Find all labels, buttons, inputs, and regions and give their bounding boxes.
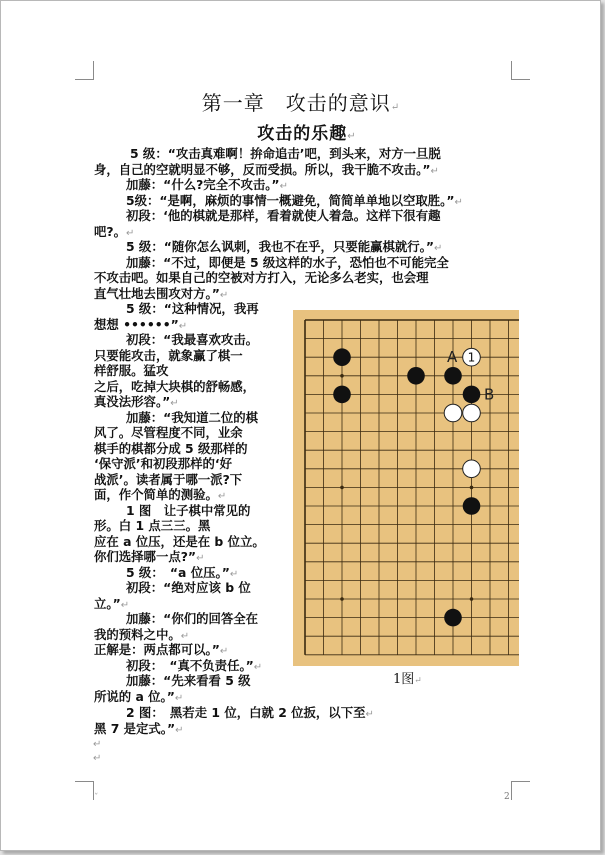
black-stone <box>463 386 481 404</box>
paragraph-10-line-1: 1 图 让子棋中常见的 <box>126 503 251 518</box>
label-b: B <box>484 385 495 404</box>
paragraph-8-line-2: 只要能攻击，就象赢了棋一 <box>94 348 243 363</box>
paragraph-9-line-4: ‘保守派’和初段那样的‘好 <box>94 456 233 471</box>
crop-mark-top-right <box>511 61 530 80</box>
figure-caption: 1图↵ <box>393 672 422 687</box>
crop-mark-bottom-left <box>75 781 94 800</box>
paragraph-6-line-3: 直气壮地去围攻对方。”↵ <box>94 286 229 301</box>
paragraph-12-line-1: 初段：“绝对应该 b 位 <box>126 580 251 595</box>
footer-mark: ˇ <box>94 793 99 803</box>
star-point <box>470 597 474 601</box>
paragraph-4-line-2: 吧?。↵ <box>94 224 135 239</box>
paragraph-6-line-1: 加藤：“不过，即便是 5 级这样的水子，恐怕也不可能完全 <box>126 255 449 270</box>
paragraph-15-line-2: 所说的 a 位。”↵ <box>94 689 184 704</box>
paragraph-2: 加藤：“什么?完全不攻击。”↵ <box>126 177 288 192</box>
paragraph-15-line-1: 加藤：“先来看看 5 级 <box>126 673 251 688</box>
label-a: A <box>447 348 458 367</box>
go-board-svg <box>293 310 519 666</box>
crop-mark-bottom-right <box>511 781 530 800</box>
paragraph-7-line-1: 5 级：“这种情况，我再 <box>126 301 259 316</box>
white-stone <box>463 460 481 478</box>
white-stone <box>444 404 462 422</box>
paragraph-14: 初段： “真不负责任。”↵ <box>126 658 263 673</box>
paragraph-8-line-3: 样舒服。猛攻 <box>94 363 169 378</box>
paragraph-5: 5 级：“随你怎么讽刺，我也不在乎，只要能赢棋就行。”↵ <box>126 239 443 254</box>
black-stone <box>463 497 481 515</box>
paragraph-9-line-1: 加藤：“我知道二位的棋 <box>126 410 259 425</box>
paragraph-10-line-2: 形。白 1 点三三。黑 <box>94 518 211 533</box>
crop-mark-top-left <box>75 61 94 80</box>
section-title: 攻击的乐趣↵ <box>257 124 357 144</box>
paragraph-9-line-2: 风了。尽管程度不同，业余 <box>94 425 243 440</box>
paragraph-1-line-1: 5 级：“攻击真难啊！拚命追击’吧，到头来，对方一旦脱 <box>130 146 441 161</box>
star-point <box>470 486 474 490</box>
star-point <box>340 374 344 378</box>
paragraph-16-line-1: 2 图： 黑若走 1 位，白就 2 位扳，以下至↵ <box>126 705 374 720</box>
paragraph-10-line-3: 应在 a 位压，还是在 b 位立。 <box>94 534 265 549</box>
paragraph-6-line-2: 不攻击吧。如果自己的空被对方打入，无论多么老实，也会理 <box>94 270 429 285</box>
paragraph-9-line-6: 面，作个简单的测验。↵ <box>94 487 227 502</box>
empty-paragraph-2: ↵ <box>93 753 102 764</box>
paragraph-8-line-5: 真没法形容。”↵ <box>94 394 179 409</box>
paragraph-16-line-2: 黑 7 是定式。”↵ <box>94 721 184 736</box>
paragraph-12-line-2: 立。”↵ <box>94 596 130 611</box>
paragraph-13-line-1: 加藤：“你们的回答全在 <box>126 611 259 626</box>
black-stone <box>333 386 351 404</box>
paragraph-8-line-1: 初段：“我最喜欢攻击。 <box>126 332 259 347</box>
paragraph-9-line-3: 棋手的棋都分成 5 级那样的 <box>94 441 248 456</box>
star-point <box>340 486 344 490</box>
paragraph-13-line-3: 正解是：两点都可以。”↵ <box>94 642 229 657</box>
paragraph-9-line-5: 战派’。读者属于哪一派?下 <box>94 472 243 487</box>
paragraph-4-line-1: 初段：‘他的棋就是那样，看着就使人着急。这样下很有趣 <box>126 208 441 223</box>
chapter-title: 第一章 攻击的意识↵ <box>201 91 401 115</box>
paragraph-11: 5 级： “a 位压。”↵ <box>126 565 239 580</box>
paragraph-8-line-4: 之后，吃掉大块棋的舒畅感， <box>94 379 256 394</box>
page-number: 2 <box>504 792 510 802</box>
black-stone <box>444 609 462 627</box>
star-point <box>340 597 344 601</box>
paragraph-7-line-2: 想想 ••••••”↵ <box>94 317 188 332</box>
black-stone <box>407 367 425 385</box>
move-number-1: 1 <box>467 350 476 365</box>
black-stone <box>444 367 462 385</box>
paragraph-10-line-4: 你们选择哪一点?”↵ <box>94 549 205 564</box>
empty-paragraph-1: ↵ <box>93 739 102 750</box>
paragraph-13-line-2: 我的预料之中。↵ <box>94 627 190 642</box>
paragraph-1-line-2: 身，自己的空就明显不够，反而受损。所以，我干脆不攻击。”↵ <box>94 162 439 177</box>
white-stone <box>463 404 481 422</box>
black-stone <box>333 348 351 366</box>
paragraph-3: 5级：“是啊，麻烦的事情一概避免，简简单单地以空取胜。”↵ <box>126 193 463 208</box>
go-board-diagram <box>293 310 519 666</box>
